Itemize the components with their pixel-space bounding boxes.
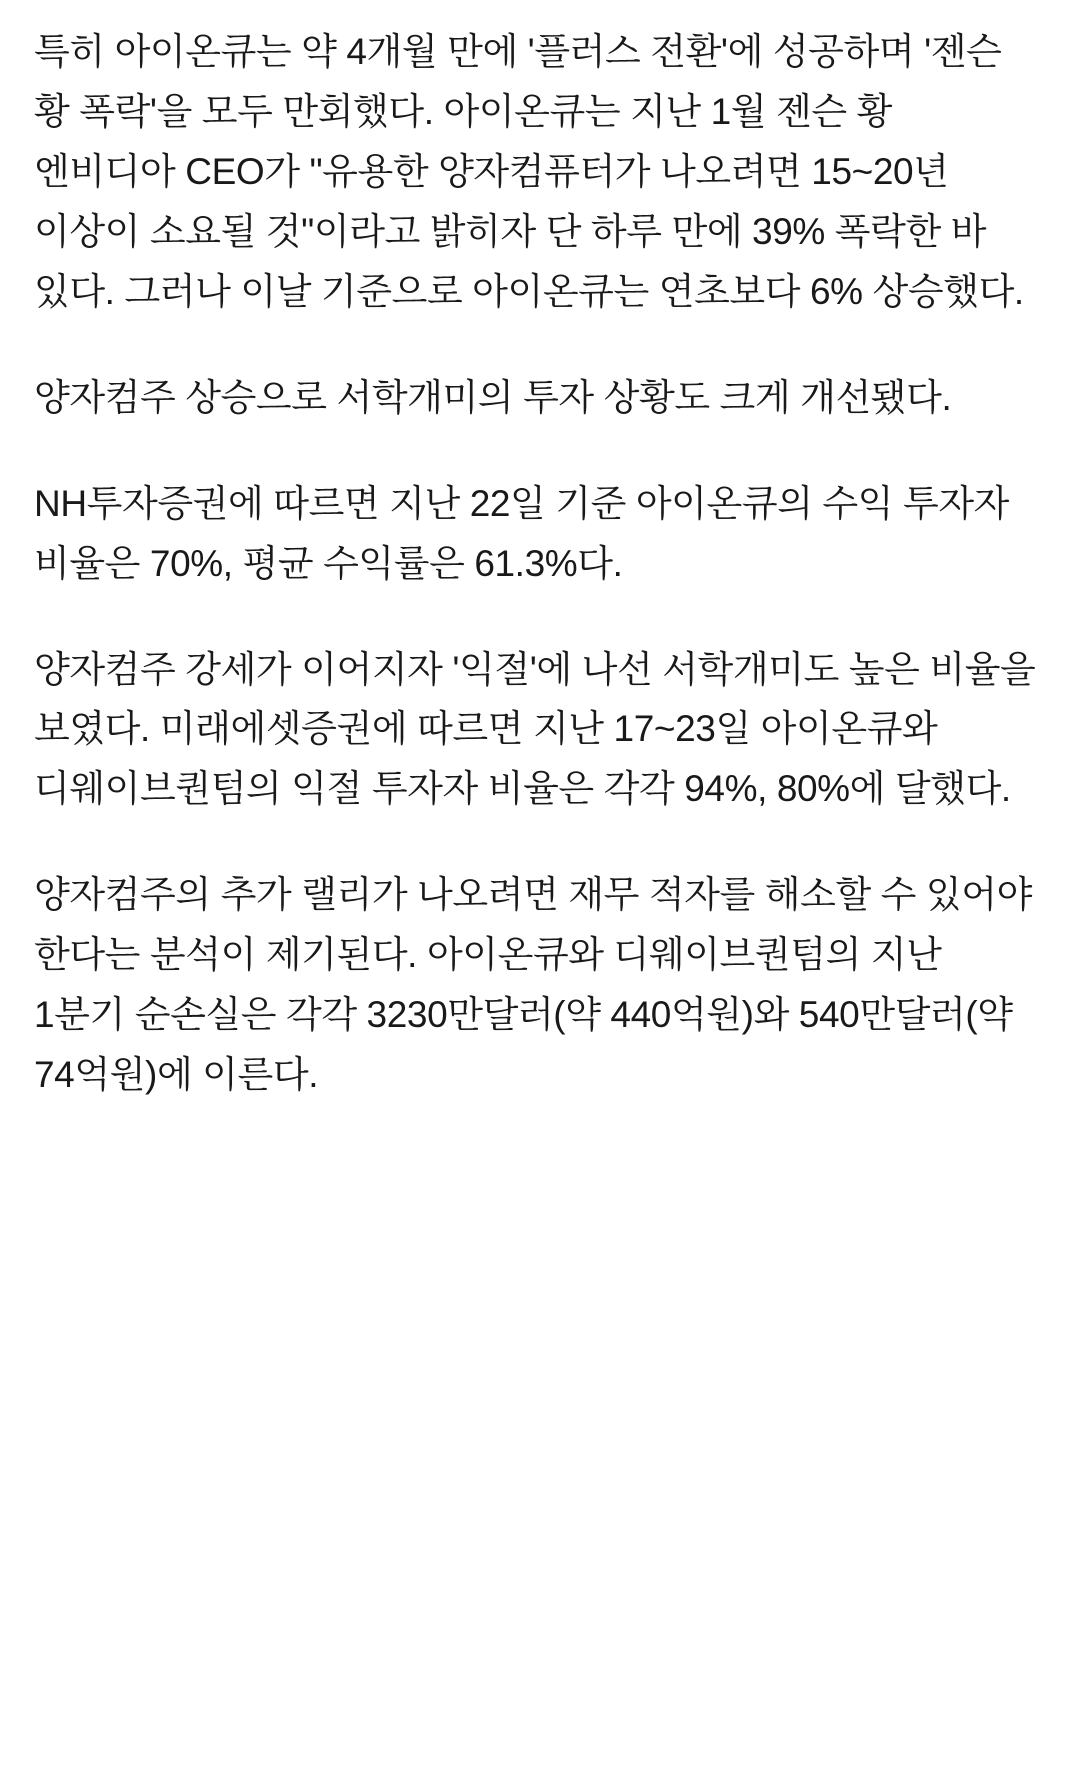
article-paragraph: 특히 아이온큐는 약 4개월 만에 '플러스 전환'에 성공하며 '젠슨 황 폭락'을 모두 만회했다. 아이온큐는 지난 1월 젠슨 황 엔비디아 CEO가 "유용한 양자컴퓨터가 나오려면 15~20년 이상이 소요될 것"이라고 밝히자 단 하루 만에 39% 폭락한 바 있다. 그러나 이날 기준으로 아이온큐는 연초보다 6% 상승했다. [34, 31, 1024, 312]
article-paragraph: 양자컴주 강세가 이어지자 '익절'에 나선 서학개미도 높은 비율을 보였다. 미래에셋증권에 따르면 지난 17~23일 아이온큐와 디웨이브퀀텀의 익절 투자자 비율은 각각 94%, 80%에 달했다. [34, 648, 1046, 810]
article-paragraph: 양자컴주의 추가 랠리가 나오려면 재무 적자를 해소할 수 있어야 한다는 분석이 제기된다. 아이온큐와 디웨이브퀀텀의 지난 1분기 순손실은 각각 3230만달러(약 440억원)와 540만달러(약 74억원)에 이른다. [34, 874, 1042, 1096]
article-paragraph: 양자컴주 상승으로 서학개미의 투자 상황도 크게 개선됐다. [34, 376, 952, 418]
article-paragraph: NH투자증권에 따르면 지난 22일 기준 아이온큐의 수익 투자자 비율은 70%, 평균 수익률은 61.3%다. [34, 482, 1019, 584]
